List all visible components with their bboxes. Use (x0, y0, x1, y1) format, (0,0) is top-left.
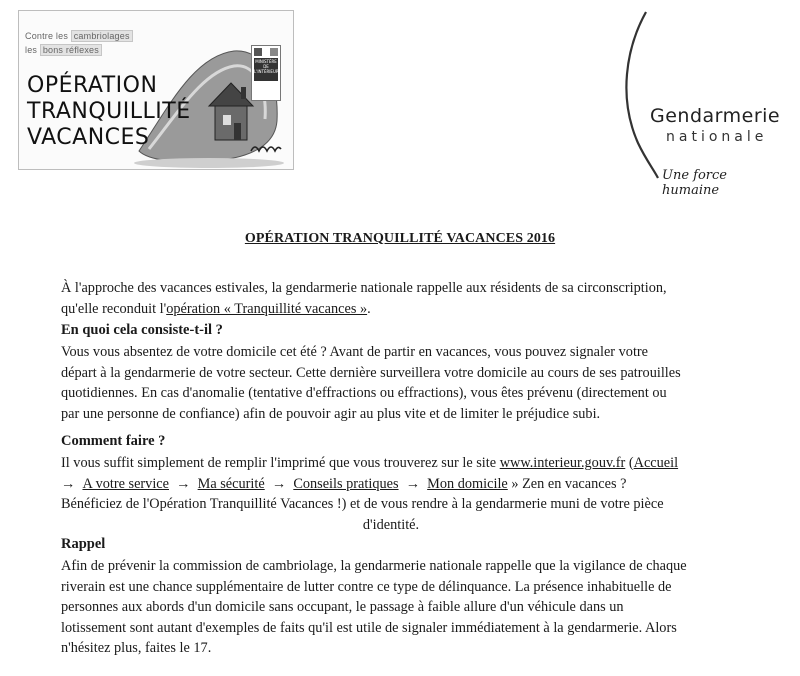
votre-service-link[interactable]: A votre service (82, 475, 169, 492)
tagline-prefix: les (25, 45, 38, 55)
arrow-icon: → (271, 475, 287, 492)
gendarmerie-logo (598, 8, 788, 198)
logo-title-line-3: VACANCES (27, 125, 150, 150)
intro-line-2-after: . (367, 300, 371, 317)
rappel-line-5: n'hésitez plus, faites le 17. (61, 640, 212, 656)
comment-line-1: Il vous suffit simplement de remplir l'imprimé que vous trouverez sur le site (61, 455, 500, 471)
ma-securite-link[interactable]: Ma sécurité (197, 475, 265, 492)
operation-link[interactable]: opération « Tranquillité vacances » (166, 300, 368, 317)
comment-line-3: Bénéficiez de l'Opération Tranquillité Vacances !) et de vous rendre à la gendarmerie muni de votre pièce (61, 496, 664, 512)
accueil-link[interactable]: Accueil (633, 455, 679, 471)
flag-icon (254, 48, 278, 56)
intro-line-2-before: qu'elle reconduit l' (61, 300, 167, 317)
tagline-tag: cambriolages (71, 30, 133, 42)
gendarmerie-name: Gendarmerie (650, 105, 781, 127)
section-heading-consiste: En quoi cela consiste-t-il ? (61, 322, 223, 338)
gendarmerie-subtitle: nationale (666, 129, 768, 145)
comment-line-4: d'identité. (362, 516, 420, 533)
mon-domicile-link[interactable]: Mon domicile (427, 475, 508, 492)
logo-title-line-2: TRANQUILLITÉ (27, 99, 191, 124)
section-rappel-paragraph (61, 556, 721, 659)
section-comment-paragraph (61, 453, 721, 535)
rappel-line-4: lotissement sont autant d'exemples de faits qu'il est utile de signaler immédiatement à la gendarmerie. Alors (61, 619, 677, 636)
tagline-tag: bons réflexes (40, 44, 102, 56)
intro-paragraph (61, 278, 721, 319)
republique-francaise-badge (251, 45, 281, 101)
arrow-icon: → (405, 475, 420, 492)
logo-tagline-2 (25, 45, 102, 55)
conseils-pratiques-link[interactable]: Conseils pratiques (293, 475, 399, 492)
consiste-line-3: quotidiennes. En cas d'anomalie (tentative d'effractions ou effractions), vous êtes prévenu (directement ou (61, 385, 667, 401)
arrow-icon: → (176, 475, 191, 492)
comment-paren: ( (625, 455, 634, 471)
arrow-icon: → (61, 475, 76, 492)
otv-logo (18, 10, 294, 170)
intro-line-1: À l'approche des vacances estivales, la gendarmerie nationale rappelle aux résidents de sa circonscription, (61, 280, 667, 296)
rappel-line-1: Afin de prévenir la commission de cambriolage, la gendarmerie nationale rappelle que la vigilance de chaque (61, 558, 687, 574)
section-heading-comment: Comment faire ? (61, 433, 166, 449)
gendarmerie-motto: Une force humaine (662, 168, 727, 198)
section-consiste-paragraph (61, 342, 721, 424)
tagline-prefix: Contre les (25, 31, 69, 41)
section-heading-rappel: Rappel (61, 536, 106, 552)
logo-tagline-1 (25, 31, 133, 41)
gendarmerie-flame-icon (598, 8, 788, 193)
consiste-line-4: par une personne de confiance) afin de pouvoir agir au plus vite et de limiter le préjudice subi. (61, 405, 601, 422)
interieur-site-link[interactable]: www.interieur.gouv.fr (499, 455, 626, 471)
rappel-line-2: riverain est une chance supplémentaire de lutter contre ce type de délinquance. La présence inhabituelle de (61, 578, 672, 595)
logo-title-line-1: OPÉRATION (27, 73, 158, 98)
document-title: OPÉRATION TRANQUILLITÉ VACANCES 2016 (244, 231, 556, 246)
comment-line-2-after: » Zen en vacances ? (507, 475, 627, 492)
rappel-line-3: personnes aux abords d'un domicile sans occupant, le passage à faible allure d'un véhicule dans un (61, 599, 624, 615)
ministry-label: MINISTÈRE DE L'INTÉRIEUR (254, 58, 278, 81)
consiste-line-1: Vous vous absentez de votre domicile cet été ? Avant de partir en vacances, vous pouvez signaler votre (61, 344, 649, 360)
consiste-line-2: départ à la gendarmerie de votre secteur. Cette dernière surveillera votre domicile au cours de ses patrouilles (61, 364, 681, 381)
